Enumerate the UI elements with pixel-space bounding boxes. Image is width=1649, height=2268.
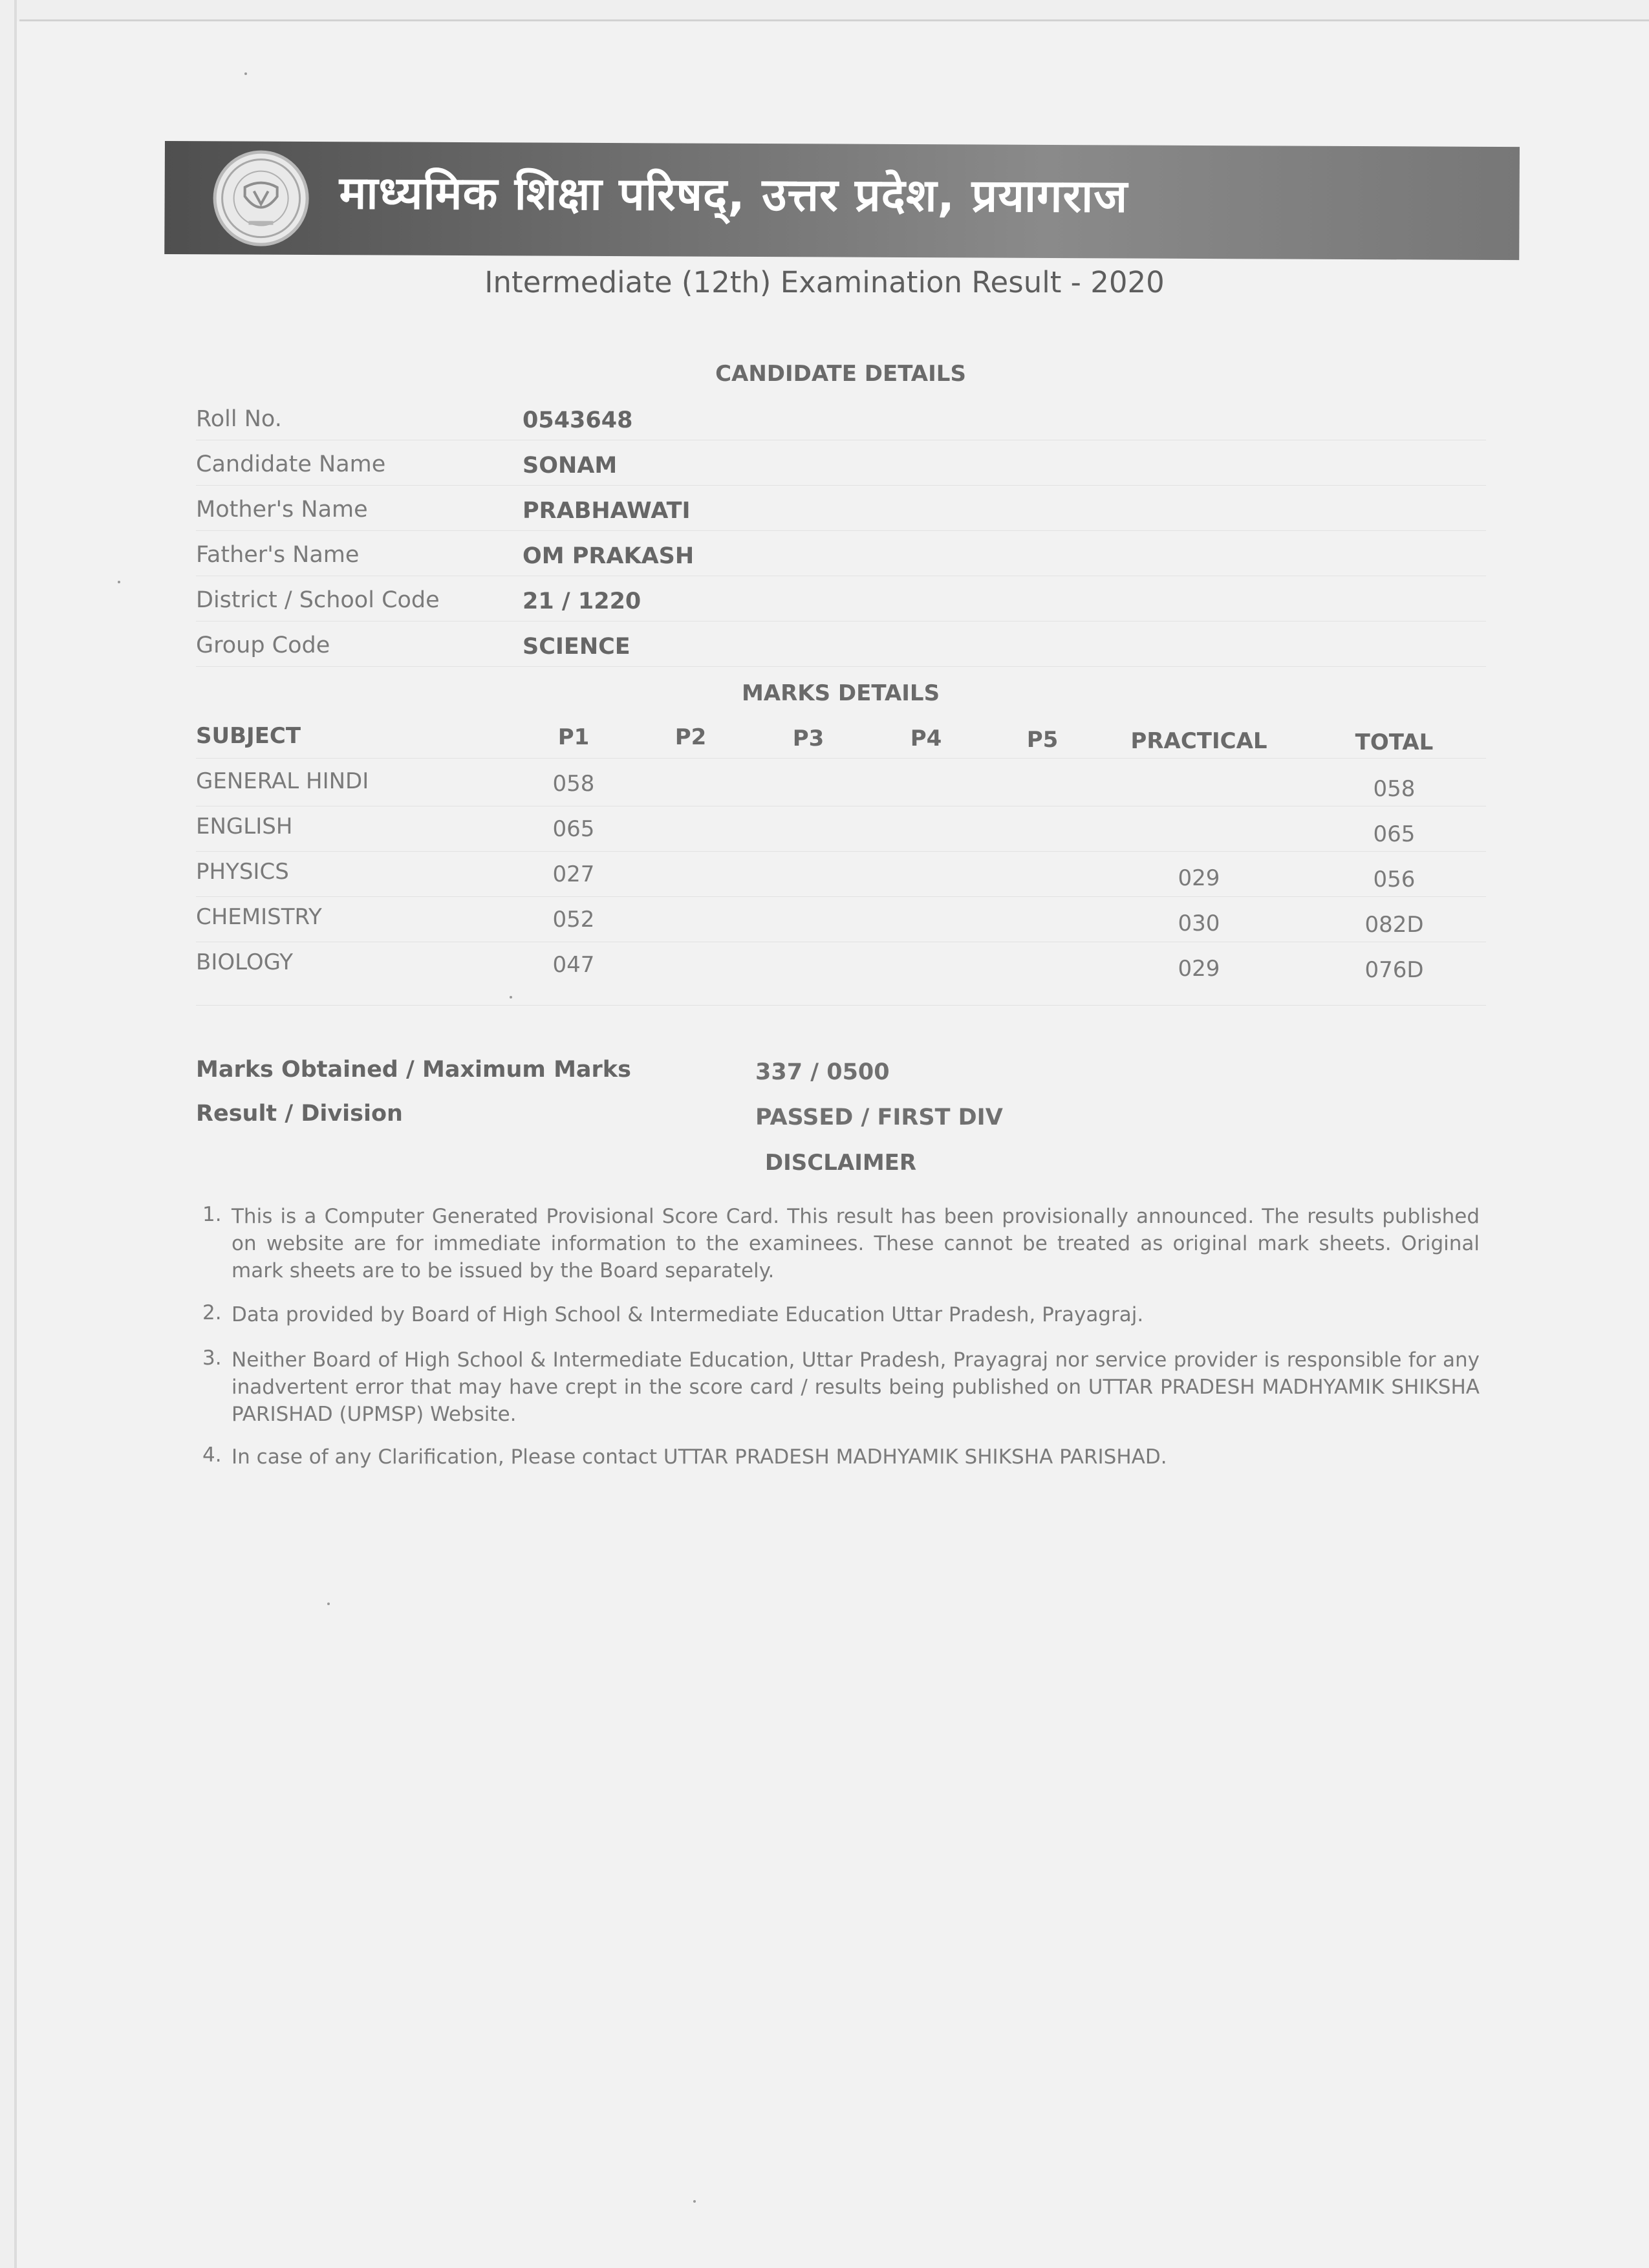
scan-speck [327, 1603, 330, 1605]
field-label: Candidate Name [196, 451, 386, 477]
p1-cell: 027 [552, 861, 595, 887]
scan-speck [510, 996, 512, 999]
marks-obtained-label: Marks Obtained / Maximum Marks [196, 1057, 631, 1083]
list-text: Neither Board of High School & Intermediate Education, Uttar Pradesh, Prayagraj nor service provider is responsible for any inadvertent error that may have crept in the score card / results being published on UTTAR PRADESH MADHYAMIK SHIKSHA PARISHAD (UPMSP) Website. [232, 1348, 1480, 1426]
p1-cell: 065 [552, 816, 595, 842]
field-label: Group Code [196, 632, 330, 658]
list-number: 4. [202, 1443, 222, 1467]
list-text: In case of any Clarification, Please contact UTTAR PRADESH MADHYAMIK SHIKSHA PARISHAD. [232, 1445, 1167, 1469]
board-seal-icon [213, 150, 309, 246]
col-header-practical: PRACTICAL [1130, 728, 1267, 754]
candidate-row-father-name [196, 542, 1489, 587]
list-number: 3. [202, 1346, 222, 1370]
list-number: 2. [202, 1301, 222, 1324]
total-cell: 065 [1373, 821, 1416, 847]
row-divider [196, 1005, 1486, 1006]
practical-cell: 029 [1178, 956, 1220, 982]
field-value: 0543648 [523, 407, 633, 433]
list-text: This is a Computer Generated Provisional Score Card. This result has been provisionally announced. The results published on website are for immediate information to the examinees. These cannot be treated as original mark sheets. Original mark sheets are to be issued by the Board separately. [232, 1205, 1480, 1282]
result-division-value: PASSED / FIRST DIV [755, 1105, 1003, 1130]
col-header-p4: P4 [910, 726, 942, 751]
p1-cell: 047 [552, 952, 595, 978]
field-value: SONAM [523, 453, 618, 479]
list-number: 1. [202, 1203, 222, 1226]
list-text: Data provided by Board of High School & Intermediate Education Uttar Pradesh, Prayagraj. [232, 1303, 1144, 1326]
field-label: Father's Name [196, 542, 360, 568]
marks-obtained-value: 337 / 0500 [755, 1059, 890, 1085]
scan-speck [118, 581, 120, 583]
candidate-row-roll-no [196, 406, 1489, 451]
field-value: PRABHAWATI [523, 498, 691, 524]
subject-cell: BIOLOGY [196, 949, 294, 975]
candidate-row-district-school [196, 587, 1489, 632]
total-cell: 076D [1364, 957, 1424, 983]
total-cell: 056 [1373, 867, 1416, 892]
field-label: Roll No. [196, 406, 282, 432]
p1-cell: 058 [552, 771, 595, 797]
col-header-p3: P3 [792, 726, 824, 751]
practical-cell: 029 [1178, 865, 1220, 891]
board-title: माध्यमिक शिक्षा परिषद्, उत्तर प्रदेश, प्रयागराज [339, 166, 1128, 223]
total-cell: 082D [1364, 912, 1424, 938]
subject-cell: GENERAL HINDI [196, 768, 369, 794]
p1-cell: 052 [552, 907, 595, 933]
field-label: Mother's Name [196, 497, 368, 523]
scan-edge-top [19, 19, 1649, 21]
candidate-row-group-code [196, 632, 1489, 678]
col-header-p1: P1 [557, 724, 590, 750]
header-banner [164, 141, 1520, 260]
candidate-details-heading: CANDIDATE DETAILS [715, 361, 966, 387]
subject-cell: ENGLISH [196, 814, 293, 839]
practical-cell: 030 [1178, 911, 1220, 936]
exam-title: Intermediate (12th) Examination Result - 2020 [484, 265, 1165, 299]
col-header-subject: SUBJECT [196, 723, 301, 749]
marks-details-heading: MARKS DETAILS [741, 680, 940, 706]
col-header-p5: P5 [1026, 727, 1059, 753]
scan-speck [693, 2200, 696, 2203]
disclaimer-heading: DISCLAIMER [764, 1150, 917, 1176]
row-divider [196, 666, 1486, 667]
row-divider [196, 530, 1486, 531]
row-divider [196, 758, 1486, 759]
result-division-label: Result / Division [196, 1101, 403, 1127]
col-header-total: TOTAL [1355, 729, 1434, 755]
field-value: OM PRAKASH [523, 543, 695, 569]
field-value: SCIENCE [523, 634, 630, 660]
candidate-row-name [196, 451, 1489, 497]
subject-cell: PHYSICS [196, 859, 289, 885]
row-divider [196, 851, 1486, 852]
candidate-row-mother-name [196, 497, 1489, 542]
paper-sheet [17, 21, 1649, 2268]
field-label: District / School Code [196, 587, 440, 613]
scan-speck [244, 72, 247, 75]
field-value: 21 / 1220 [523, 589, 641, 614]
total-cell: 058 [1373, 776, 1416, 802]
col-header-p2: P2 [674, 724, 707, 750]
row-divider [196, 896, 1486, 897]
row-divider [196, 485, 1486, 486]
subject-cell: CHEMISTRY [196, 904, 322, 930]
